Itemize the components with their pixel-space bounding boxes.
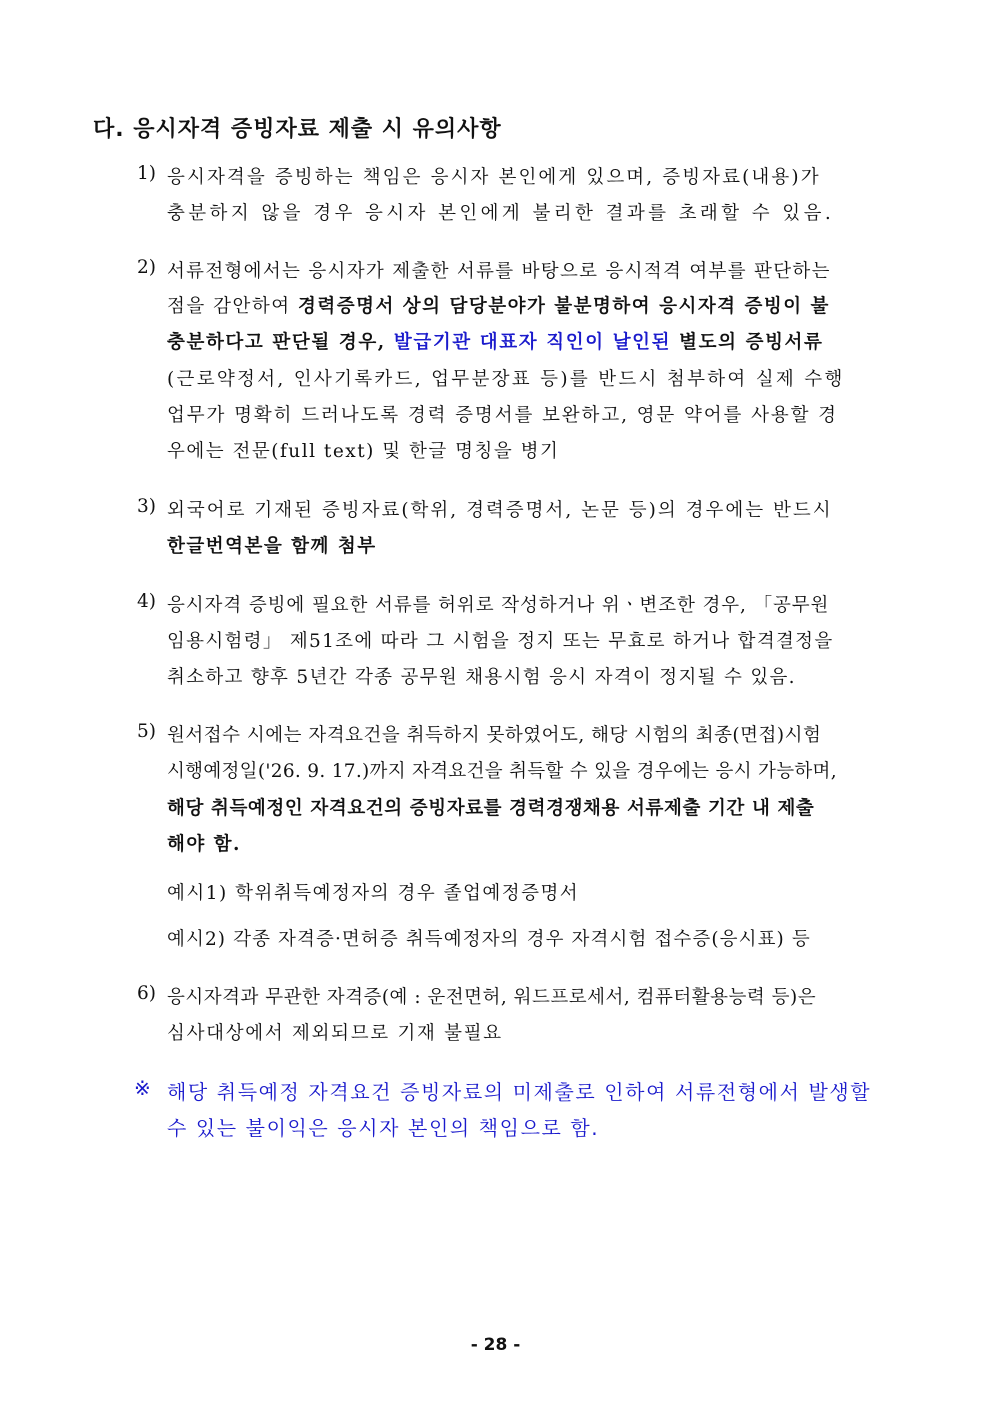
item-5-number: 5) — [137, 721, 156, 742]
item-2-line-5: 업무가 명확히 드러나도록 경력 증명서를 보완하고, 영문 약어를 사용할 경 — [167, 405, 838, 426]
item-4-line-2: 임용시험령」 제51조에 따라 그 시험을 정지 또는 무효로 하거나 합격결정을 — [167, 631, 834, 652]
item-5-line-2: 시행예정일('26. 9. 17.)까지 자격요건을 취득할 수 있을 경우에는 응시 가능하며, — [167, 761, 837, 782]
item-2-line-1: 서류전형에서는 응시자가 제출한 서류를 바탕으로 응시적격 여부를 판단하는 — [167, 261, 831, 282]
item-6-line-2: 심사대상에서 제외되므로 기재 불필요 — [167, 1023, 503, 1044]
item-5-line-3: 해당 취득예정인 자격요건의 증빙자료를 경력경쟁채용 서류제출 기간 내 제출 — [167, 798, 815, 819]
page-number: - 28 - — [470, 1335, 521, 1355]
item-4-line-3: 취소하고 향후 5년간 각종 공무원 채용시험 응시 자격이 정지될 수 있음. — [167, 667, 796, 688]
item-1-line-1: 응시자격을 증빙하는 책임은 응시자 본인에게 있으며, 증빙자료(내용)가 — [167, 167, 821, 188]
item-1-number: 1) — [137, 163, 156, 184]
item-5-example-1: 예시1) 학위취득예정자의 경우 졸업예정증명서 — [167, 883, 580, 904]
section-heading: 다. 응시자격 증빙자료 제출 시 유의사항 — [93, 117, 502, 142]
item-2-line-2-plain: 점을 감안하여 — [167, 296, 298, 317]
item-5-line-4: 해야 함. — [167, 834, 241, 855]
item-3-line-1: 외국어로 기재된 증빙자료(학위, 경력증명서, 논문 등)의 경우에는 반드시 — [167, 500, 833, 521]
item-1-line-2: 충분하지 않을 경우 응시자 본인에게 불리한 결과를 초래할 수 있음. — [167, 203, 835, 224]
item-2-line-3-blue: 발급기관 대표자 직인이 날인된 — [393, 332, 672, 353]
note-line-2: 수 있는 불이익은 응시자 본인의 책임으로 함. — [167, 1116, 600, 1140]
item-2-line-3-bold: 충분하다고 판단될 경우, — [167, 332, 394, 353]
item-2-line-2-bold: 경력증명서 상의 담당분야가 불분명하여 응시자격 증빙이 불 — [298, 296, 830, 317]
note-line-1: 해당 취득예정 자격요건 증빙자료의 미제출로 인하여 서류전형에서 발생할 — [167, 1080, 872, 1104]
item-5-example-2: 예시2) 각종 자격증·면허증 취득예정자의 경우 자격시험 접수증(응시표) 등 — [167, 929, 811, 950]
item-2-line-3-bold-end: 별도의 증빙서류 — [671, 332, 824, 353]
item-2-number: 2) — [137, 257, 156, 278]
item-3-number: 3) — [137, 496, 156, 517]
item-4-line-1: 응시자격 증빙에 필요한 서류를 허위로 작성하거나 위ㆍ변조한 경우, 「공무원 — [167, 595, 830, 616]
item-2-line-4: (근로약정서, 인사기록카드, 업무분장표 등)를 반드시 첨부하여 실제 수행 — [167, 369, 845, 390]
item-4-number: 4) — [137, 591, 156, 612]
item-6-line-1: 응시자격과 무관한 자격증(예 : 운전면허, 워드프로세서, 컴퓨터활용능력 등)은 — [167, 987, 817, 1008]
item-3-line-2: 한글번역본을 함께 첨부 — [167, 536, 377, 557]
item-2-line-3 — [167, 328, 824, 354]
item-2-line-6: 우에는 전문(full text) 및 한글 명칭을 병기 — [167, 441, 560, 462]
item-5-line-1: 원서접수 시에는 자격요건을 취득하지 못하였어도, 해당 시험의 최종(면접)시험 — [167, 725, 822, 746]
item-2-line-2 — [167, 292, 830, 318]
note-mark: ※ — [134, 1076, 151, 1100]
item-6-number: 6) — [137, 983, 156, 1004]
